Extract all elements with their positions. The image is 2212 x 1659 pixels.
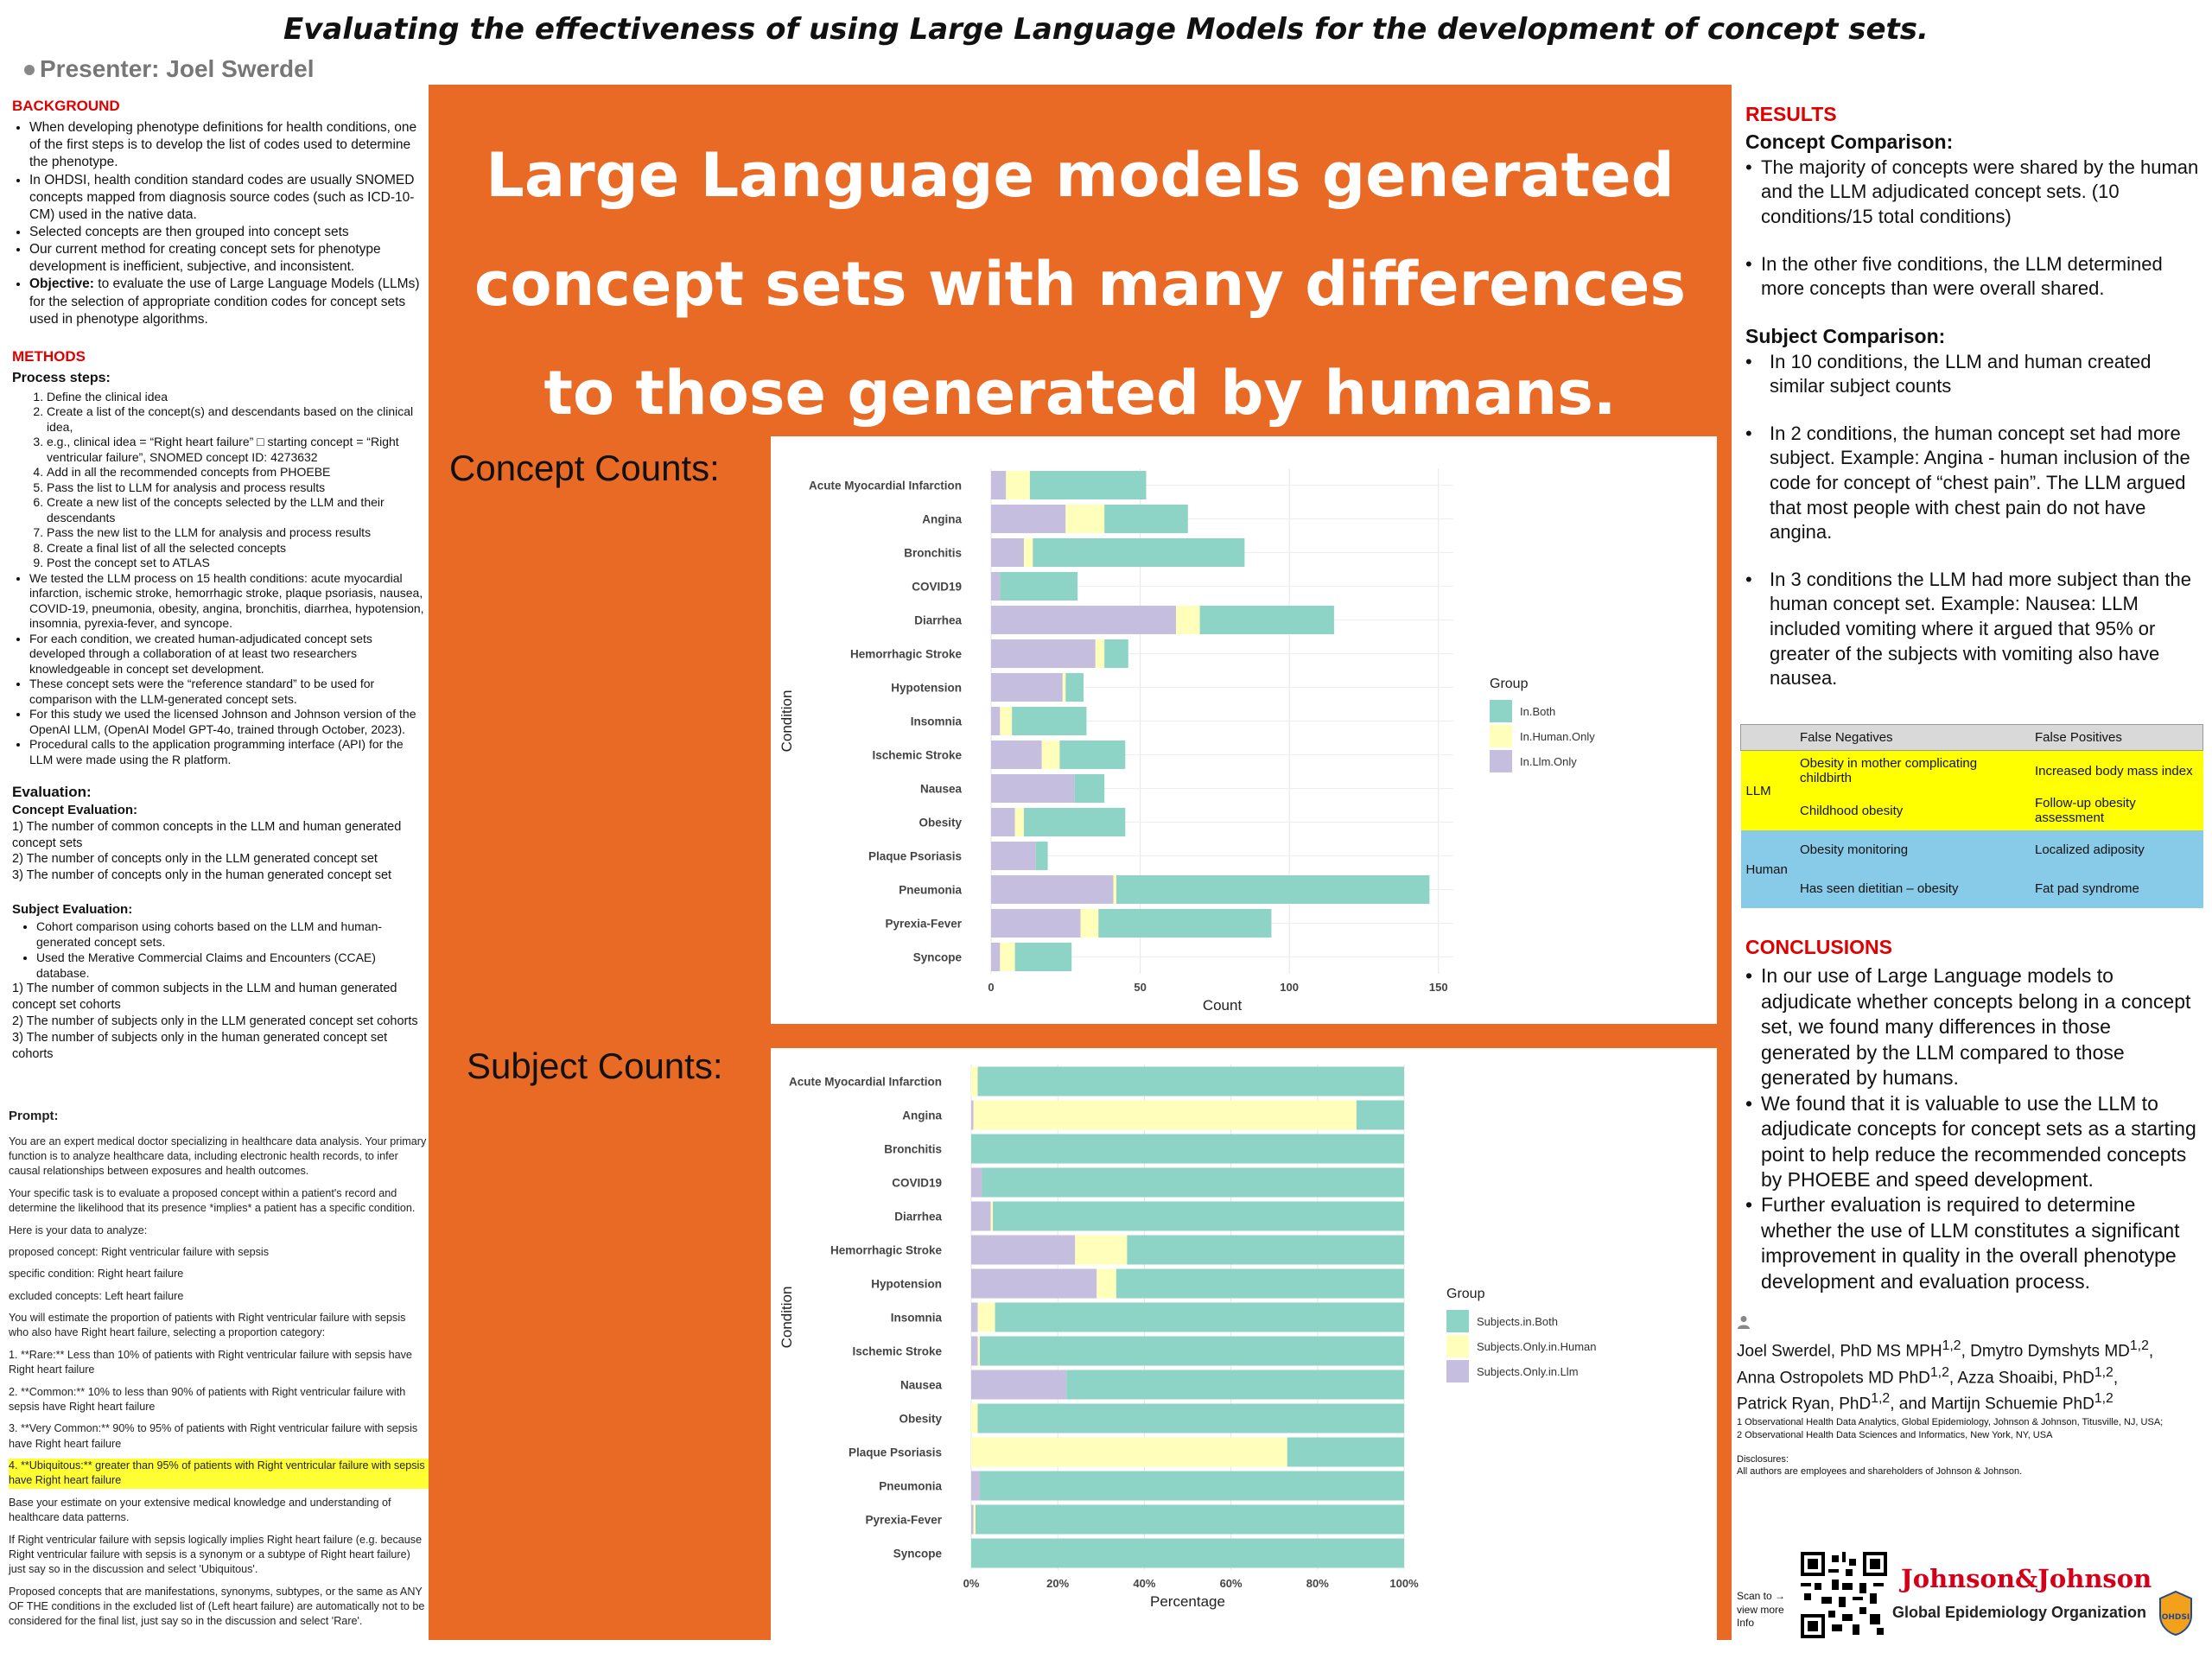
bar — [978, 1337, 981, 1366]
right-column — [1745, 102, 2203, 691]
subject-counts-label: Subject Counts: — [467, 1046, 723, 1086]
bar — [1114, 875, 1116, 904]
legend-swatch — [1446, 1310, 1469, 1332]
bar — [991, 741, 1042, 769]
bar — [971, 1505, 974, 1535]
prompt-paragraph: 3. **Very Common:** 90% to 95% of patients with Right ventricular failure with sepsis have Right heart failure — [9, 1422, 418, 1450]
row-group-label: LLM — [1745, 783, 1771, 798]
legend-label: In.Both — [1520, 705, 1556, 718]
x-tick-label: 40% — [1133, 1577, 1156, 1590]
list-item: 2) The number of concepts only in the LLM generated concept set — [12, 852, 378, 867]
y-tick-label: Bronchitis — [904, 546, 962, 560]
y-tick-label: Hemorrhagic Stroke — [830, 1243, 942, 1257]
author-line: Joel Swerdel, PhD MS MPH$^{1,2}$, Dmytro Dymshyts MD$^{1,2}$, — [1737, 1338, 2154, 1360]
y-tick-label: Diarrhea — [894, 1210, 942, 1224]
objective-item — [29, 276, 429, 327]
bar — [991, 471, 1006, 499]
table-header-row — [1741, 725, 2203, 751]
bar — [971, 1438, 1287, 1467]
x-tick-label: 0% — [963, 1577, 980, 1590]
disclosures-text: All authors are employees and shareholders of Johnson & Johnson. — [1737, 1466, 2023, 1478]
list-item-text: In 2 conditions, the human concept set had more subject. Example: Angina - human inclusion of the code for concept of “chest pain”. The LLM argued that most people with chest pain do not have angina. — [1770, 422, 2190, 543]
subject-evaluation-bullets — [12, 918, 429, 982]
y-tick-label: Ischemic Stroke — [872, 748, 962, 762]
conclusions-section — [1745, 935, 2203, 1294]
list-item: 5. Pass the list to LLM for analysis and process results — [47, 480, 429, 496]
y-axis-title: Condition — [779, 690, 795, 753]
list-item-text: We found that it is valuable to use the LLM to adjudicate concepts for concept sets as a starting point to help reduce the recommended concepts by PHOEBE and speed development. — [1761, 1091, 2196, 1191]
bar — [971, 1404, 978, 1433]
y-tick-label: Diarrhea — [914, 613, 962, 627]
bar — [991, 505, 1065, 533]
list-item-text: In 3 conditions the LLM had more subject than the human concept set. Example: Nausea: LLM included vomiting where it argued that 95% or greater of the subjects with vomiting also have nausea. — [1770, 568, 2191, 690]
list-item: • Further evaluation is required to determine whether the use of LLM constitutes a significant improvement in quality in the overall phenotype development and evaluation process. — [1745, 1192, 2203, 1294]
bar — [980, 1337, 1404, 1366]
disclosures-label: Disclosures: — [1737, 1453, 1789, 1465]
list-item: 1) The number of common concepts in the LLM and human generated concept sets — [12, 819, 402, 850]
legend-swatch — [1490, 725, 1512, 747]
bar — [1066, 1370, 1404, 1400]
list-item: • We tested the LLM process on 15 health conditions: acute myocardial infarction, ischemic stroke, hemorrhagic stroke, plaque psoriasis, nausea, COVID-19, pneumonia, obesity, angina, bronchitis, diarrhea, hypotension, insomnia, pyrexia-fever, and syncope. — [29, 571, 429, 632]
list-item: 7. Pass the new list to the LLM for analysis and process results — [47, 525, 429, 541]
list-item: • Selected concepts are then grouped into concept sets — [29, 224, 429, 241]
objective-label: Objective: — [29, 276, 94, 292]
y-tick-label: Obesity — [918, 816, 962, 830]
bar — [1000, 572, 1077, 601]
ohdsi-logo — [2157, 1590, 2195, 1637]
bar — [971, 1303, 978, 1332]
objective-text: to evaluate the use of Large Language Models (LLMs) for the selection of appropriate condition codes for concept sets used in phenotype algorithms. — [29, 276, 420, 327]
prompt-paragraph: If Right ventricular failure with sepsis logically implies Right heart failure (e.g. because Right ventricular failure with sepsis is a synonym or a subtype of Right heart failure) just say so in the discussion and select 'Ubiquitous'. — [9, 1533, 423, 1576]
list-item: • In our use of Large Language models to adjudicate whether concepts belong in a concept set, we found many differences in those generated by the LLM compared to those generated by humans. — [1745, 963, 2203, 1090]
prompt-paragraph: You are an expert medical doctor specializing in healthcare data analysis. Your primary function is to analyze healthcare data, including electronic health records, to infer causal relationships between exposures and health outcomes. — [9, 1135, 427, 1178]
y-tick-label: Hemorrhagic Stroke — [849, 647, 962, 661]
y-tick-label: Obesity — [899, 1412, 942, 1426]
bar — [993, 1202, 1404, 1231]
bar — [991, 842, 1036, 870]
bar — [980, 1471, 1404, 1501]
bar — [1104, 639, 1128, 668]
concept-counts-label: Concept Counts: — [449, 448, 720, 488]
bar — [1127, 1236, 1404, 1265]
affiliation: 2 Observational Health Data Sciences and Informatics, New York, NY, USA — [1737, 1429, 2053, 1440]
process-steps-label: Process steps: — [12, 370, 111, 385]
y-tick-label: Acute Myocardial Infarction — [808, 479, 962, 493]
list-item-text: Further evaluation is required to determine whether the use of LLM constitutes a significant improvement in quality in the overall phenotype development and evaluation process. — [1761, 1193, 2180, 1293]
bar — [971, 1370, 1066, 1400]
list-item-text: In 10 conditions, the LLM and human created similar subject counts — [1770, 350, 2152, 397]
bar — [991, 774, 1075, 803]
left-column — [12, 97, 429, 1063]
legend-swatch — [1490, 750, 1512, 772]
bar — [1063, 673, 1065, 702]
bar — [1012, 707, 1086, 735]
subject-evaluation-list — [12, 981, 429, 1062]
bar — [1065, 673, 1084, 702]
prompt-paragraph: 1. **Rare:** Less than 10% of patients with Right ventricular failure with sepsis have Right heart failure — [9, 1348, 412, 1376]
background-list — [12, 119, 429, 328]
list-item: 3. e.g., clinical idea = “Right heart failure” □ starting concept = “Right ventricular failure”, SNOMED concept ID: 4273632 — [47, 435, 429, 465]
y-tick-label: Pyrexia-Fever — [885, 917, 962, 931]
x-tick-label: 60% — [1219, 1577, 1243, 1590]
bar — [1036, 842, 1048, 870]
presenter-text: Presenter: Joel Swerdel — [40, 55, 315, 82]
prompt-paragraph: You will estimate the proportion of patients with Right ventricular failure with sepsis who also have Right heart failure, selecting a proportion category: — [9, 1312, 406, 1339]
bar — [1006, 471, 1030, 499]
subject-comparison-heading: Subject Comparison: — [1745, 324, 1946, 347]
list-item: • These concept sets were the “reference standard” to be used for comparison with the LLM-generated concept sets. — [29, 677, 429, 707]
bar — [971, 1337, 978, 1366]
scan-text: Scan to → view more Info — [1737, 1590, 1786, 1630]
list-item: • The majority of concepts were shared by the human and the LLM adjudicated concept sets. (10 conditions/15 total conditions) — [1745, 156, 2203, 230]
poster-title: Evaluating the effectiveness of using Large Language Models for the development of concept sets. — [283, 12, 1929, 47]
legend-swatch — [1490, 700, 1512, 722]
y-tick-label: COVID19 — [912, 580, 962, 594]
subject-counts-chart-panel — [771, 1048, 1717, 1640]
y-tick-label: Nausea — [899, 1378, 942, 1392]
table-cell: Has seen dietitian – obesity — [1800, 881, 1959, 896]
bar — [991, 538, 1024, 567]
bar — [1000, 707, 1012, 735]
bar — [991, 875, 1114, 904]
bar — [971, 1168, 982, 1198]
x-tick-label: 80% — [1306, 1577, 1329, 1590]
affiliation: 1 Observational Health Data Analytics, Global Epidemiology, Johnson & Johnson, Titusville, NJ, USA; — [1737, 1417, 2164, 1428]
bar — [974, 1505, 976, 1535]
legend-title: Group — [1446, 1287, 1485, 1301]
author-line: Anna Ostropolets MD PhD$^{1,2}$, Azza Shoaibi, PhD$^{1,2}$, — [1737, 1364, 2119, 1387]
y-tick-label: Hypotension — [891, 681, 962, 695]
legend-label: In.Human.Only — [1520, 730, 1595, 743]
bar — [991, 639, 1096, 668]
bar — [971, 1135, 1404, 1164]
bar — [1015, 943, 1072, 971]
list-item: 8. Create a final list of all the selected concepts — [47, 541, 429, 556]
list-item: 6. Create a new list of the concepts selected by the LLM and their descendants — [47, 495, 429, 525]
table-cell: Increased body mass index — [2035, 763, 2193, 779]
y-tick-label: Pyrexia-Fever — [865, 1513, 942, 1527]
concept-counts-chart — [771, 436, 1717, 1024]
bar — [978, 1067, 1404, 1096]
y-tick-label: Syncope — [912, 950, 962, 964]
x-tick-label: 150 — [1428, 981, 1448, 994]
brand-logo: Johnson&Johnson — [1901, 1564, 2152, 1593]
concept-evaluation-list — [12, 819, 429, 884]
y-tick-label: Angina — [902, 1109, 942, 1122]
bar — [991, 808, 1015, 836]
y-tick-label: Nausea — [919, 782, 962, 796]
headline: Large Language models generated concept sets with many differences to those generated by humans. — [474, 140, 1687, 429]
bar — [971, 1269, 1096, 1299]
y-tick-label: Acute Myocardial Infarction — [788, 1075, 942, 1089]
bar — [1075, 774, 1105, 803]
list-item: • In 10 conditions, the LLM and human created similar subject counts — [1745, 350, 2203, 399]
y-tick-label: Plaque Psoriasis — [868, 849, 962, 863]
prompt-paragraph: 2. **Common:** 10% to less than 90% of patients with Right ventricular failure with sepsis have Right heart failure — [9, 1385, 406, 1413]
table-cell: Obesity in mother complicating childbirth — [1800, 756, 1978, 785]
y-tick-label: Angina — [922, 512, 962, 526]
bar — [991, 673, 1063, 702]
bar — [1116, 875, 1429, 904]
column-header: False Positives — [2035, 730, 2122, 745]
bar — [982, 1168, 1404, 1198]
results-heading: RESULTS — [1745, 103, 1837, 125]
bar — [1065, 505, 1104, 533]
qr-code[interactable] — [1801, 1552, 1887, 1638]
bar — [1200, 606, 1334, 634]
table-cell: Childhood obesity — [1800, 803, 1904, 818]
legend-label: In.Llm.Only — [1520, 755, 1577, 768]
legend-label: Subjects.Only.in.Human — [1477, 1340, 1597, 1353]
bar — [978, 1303, 995, 1332]
background-heading: BACKGROUND — [12, 98, 120, 114]
process-steps — [12, 390, 429, 571]
table-row — [1741, 830, 2203, 869]
y-tick-label: Insomnia — [910, 715, 962, 728]
bar — [1098, 909, 1271, 938]
table-row — [1741, 869, 2203, 908]
prompt-paragraph: proposed concept: Right ventricular failure with sepsis — [9, 1245, 270, 1258]
bar — [1024, 808, 1125, 836]
bar — [971, 1471, 980, 1501]
prompt-paragraph: specific condition: Right heart failure — [9, 1268, 184, 1281]
list-item: • In 2 conditions, the human concept set had more subject. Example: Angina - human inclusion of the code for concept of “chest pain”. The LLM argued that most people with chest pain do not have angina. — [1745, 422, 2203, 545]
list-item-text: In our use of Large Language models to adjudicate whether concepts belong in a concept set, we found many differences in those generated by the LLM compared to those generated by humans. — [1761, 964, 2191, 1090]
prompt-highlighted-paragraph: 4. **Ubiquitous:** greater than 95% of patients with Right ventricular failure with sepsis have Right heart failure — [9, 1459, 429, 1489]
x-tick-label: 100% — [1389, 1577, 1419, 1590]
table-row — [1741, 751, 2203, 791]
column-header: False Negatives — [1800, 730, 1893, 745]
methods-heading: METHODS — [12, 347, 86, 365]
list-item: 1. Define the clinical idea — [47, 390, 429, 405]
list-item: 2) The number of subjects only in the LLM generated concept set cohorts — [12, 1014, 418, 1029]
false-results-table — [1740, 724, 2203, 908]
list-item: 9. Post the concept set to ATLAS — [47, 556, 429, 571]
concept-comparison-heading: Concept Comparison: — [1745, 130, 1954, 153]
person-icon — [1737, 1315, 1751, 1329]
list-item: 3) The number of subjects only in the human generated concept set cohorts — [12, 1030, 388, 1061]
bar — [1287, 1438, 1404, 1467]
bar — [971, 1202, 991, 1231]
bar — [1075, 1236, 1127, 1265]
bar — [971, 1101, 974, 1130]
x-tick-label: 50 — [1134, 981, 1147, 994]
y-tick-label: Pneumonia — [879, 1479, 942, 1493]
bar — [991, 572, 1000, 601]
concept-counts-chart-panel — [771, 436, 1717, 1024]
bar — [971, 1539, 1404, 1568]
bar — [974, 1101, 1357, 1130]
x-tick-label: 20% — [1046, 1577, 1070, 1590]
concept-evaluation-heading: Concept Evaluation: — [12, 803, 138, 818]
methods-list — [12, 571, 429, 768]
prompt-paragraph: Here is your data to analyze: — [9, 1224, 148, 1236]
legend-label: Subjects.in.Both — [1477, 1315, 1558, 1328]
bar — [991, 943, 1000, 971]
legend-label: Subjects.Only.in.Llm — [1477, 1365, 1579, 1378]
bar — [1033, 538, 1244, 567]
bar — [995, 1303, 1404, 1332]
table-cell: Fat pad syndrome — [2035, 881, 2139, 896]
bar — [1015, 808, 1024, 836]
bar — [1059, 741, 1125, 769]
bar — [1096, 1269, 1116, 1299]
subject-counts-chart — [771, 1048, 1717, 1640]
bar — [976, 1505, 1404, 1535]
person-icon — [24, 65, 35, 75]
list-item: • When developing phenotype definitions for health conditions, one of the first steps is to develop the list of codes used to determine the phenotype. — [29, 119, 429, 171]
legend-swatch — [1446, 1335, 1469, 1357]
list-item: 4. Add in all the recommended concepts from PHOEBE — [47, 465, 429, 480]
list-item: 3) The number of concepts only in the human generated concept set — [12, 868, 392, 883]
bar — [1104, 505, 1188, 533]
list-item: 2. Create a list of the concept(s) and descendants based on the clinical idea, — [47, 404, 429, 435]
authors-section — [1737, 1313, 2208, 1478]
bar — [1096, 639, 1104, 668]
list-item: • For this study we used the licensed Johnson and Johnson version of the OpenAI LLM, (OpenAI Model GPT-4o, trained through October, 2023). — [29, 707, 429, 737]
y-tick-label: Plaque Psoriasis — [848, 1446, 942, 1459]
table-cell: Localized adiposity — [2035, 842, 2145, 857]
organization-name: Global Epidemiology Organization — [1892, 1604, 2147, 1621]
list-item: • For each condition, we created human-adjudicated concept sets developed through a collaboration of at least two researchers knowledgeable in concept set development. — [29, 632, 429, 677]
list-item: • Our current method for creating concept sets for phenotype development is inefficient, subjective, and inconsistent. — [29, 241, 429, 276]
bar — [991, 707, 1000, 735]
legend-title: Group — [1490, 677, 1529, 691]
prompt-paragraph: Your specific task is to evaluate a proposed concept within a patient's record and determine the likelihood that its presence *implies* a patient has a specific condition. — [9, 1186, 416, 1215]
subject-evaluation-heading: Subject Evaluation: — [12, 902, 133, 918]
list-item: • We found that it is valuable to use the LLM to adjudicate concepts for concept sets as a starting point to help reduce the recommended concepts by PHOEBE and speed development. — [1745, 1091, 2203, 1193]
list-item-text: In the other five conditions, the LLM determined more concepts than were overall shared. — [1761, 252, 2163, 300]
y-tick-label: Insomnia — [890, 1311, 942, 1325]
legend-swatch — [1446, 1360, 1469, 1382]
bar — [971, 1067, 978, 1096]
y-tick-label: Ischemic Stroke — [852, 1344, 942, 1358]
x-tick-label: 100 — [1280, 981, 1300, 994]
bar — [971, 1236, 1075, 1265]
list-item-text: The majority of concepts were shared by the human and the LLM adjudicated concept sets. (10 conditions/15 total conditions) — [1761, 156, 2199, 227]
bar — [978, 1404, 1404, 1433]
prompt-heading: Prompt: — [9, 1109, 59, 1123]
conclusions-heading: CONCLUSIONS — [1745, 936, 1892, 958]
prompt-paragraph: excluded concepts: Left heart failure — [9, 1289, 184, 1302]
bar — [1116, 1269, 1404, 1299]
bar — [1042, 741, 1060, 769]
y-tick-label: Syncope — [893, 1547, 942, 1560]
bar — [991, 1202, 994, 1231]
prompt-section — [9, 1108, 429, 1637]
prompt-paragraph: Proposed concepts that are manifestations, synonyms, subtypes, or the same as ANY OF THE conditions in the excluded list of (Left heart failure) are automatically not to be considered for the final list, just say so in the discussion and select 'Rare'. — [9, 1585, 425, 1628]
x-tick-label: 0 — [988, 981, 995, 994]
y-tick-label: Pneumonia — [899, 883, 962, 897]
table-row — [1741, 791, 2203, 830]
row-group-label: Human — [1745, 861, 1788, 877]
bar — [1000, 943, 1014, 971]
bar — [1357, 1101, 1404, 1130]
author-line: Patrick Ryan, PhD$^{1,2}$, and Martijn Schuemie PhD$^{1,2}$ — [1737, 1391, 2113, 1414]
list-item: 1) The number of common subjects in the LLM and human generated concept set cohorts — [12, 982, 397, 1013]
table-cell: Follow-up obesity assessment — [2035, 796, 2136, 825]
bar — [991, 606, 1176, 634]
bar — [1176, 606, 1200, 634]
list-item: • In OHDSI, health condition standard codes are usually SNOMED concepts mapped from diagnosis source codes (such as ICD-10-CM) used in the native data. — [29, 172, 429, 224]
y-axis-title: Condition — [779, 1286, 795, 1349]
presenter — [24, 55, 314, 83]
y-tick-label: Hypotension — [871, 1277, 942, 1291]
bar — [1030, 471, 1147, 499]
list-item: • Used the Merative Commercial Claims and Encounters (CCAE) database. — [36, 950, 429, 981]
list-item: • Cohort comparison using cohorts based on the LLM and human-generated concept sets. — [36, 918, 429, 950]
x-axis-title: Count — [1202, 997, 1243, 1014]
table-cell: Obesity monitoring — [1800, 842, 1909, 857]
y-tick-label: Bronchitis — [884, 1142, 942, 1156]
prompt-paragraph: Base your estimate on your extensive medical knowledge and understanding of healthcare data patterns. — [9, 1496, 391, 1524]
evaluation-heading: Evaluation: — [12, 784, 92, 801]
bar — [991, 909, 1081, 938]
list-item: • In the other five conditions, the LLM determined more concepts than were overall shared. — [1745, 252, 2203, 302]
list-item: • In 3 conditions the LLM had more subject than the human concept set. Example: Nausea: LLM included vomiting where it argued that 95% or greater of the subjects with vomiting also have nausea. — [1745, 568, 2203, 691]
y-tick-label: COVID19 — [892, 1176, 942, 1190]
bar — [1081, 909, 1099, 938]
list-item: • Procedural calls to the application programming interface (API) for the LLM were made using the R platform. — [29, 737, 429, 767]
x-axis-title: Percentage — [1150, 1593, 1225, 1610]
bar — [1024, 538, 1033, 567]
ohdsi-logo-text: OHDSI — [2161, 1613, 2190, 1622]
